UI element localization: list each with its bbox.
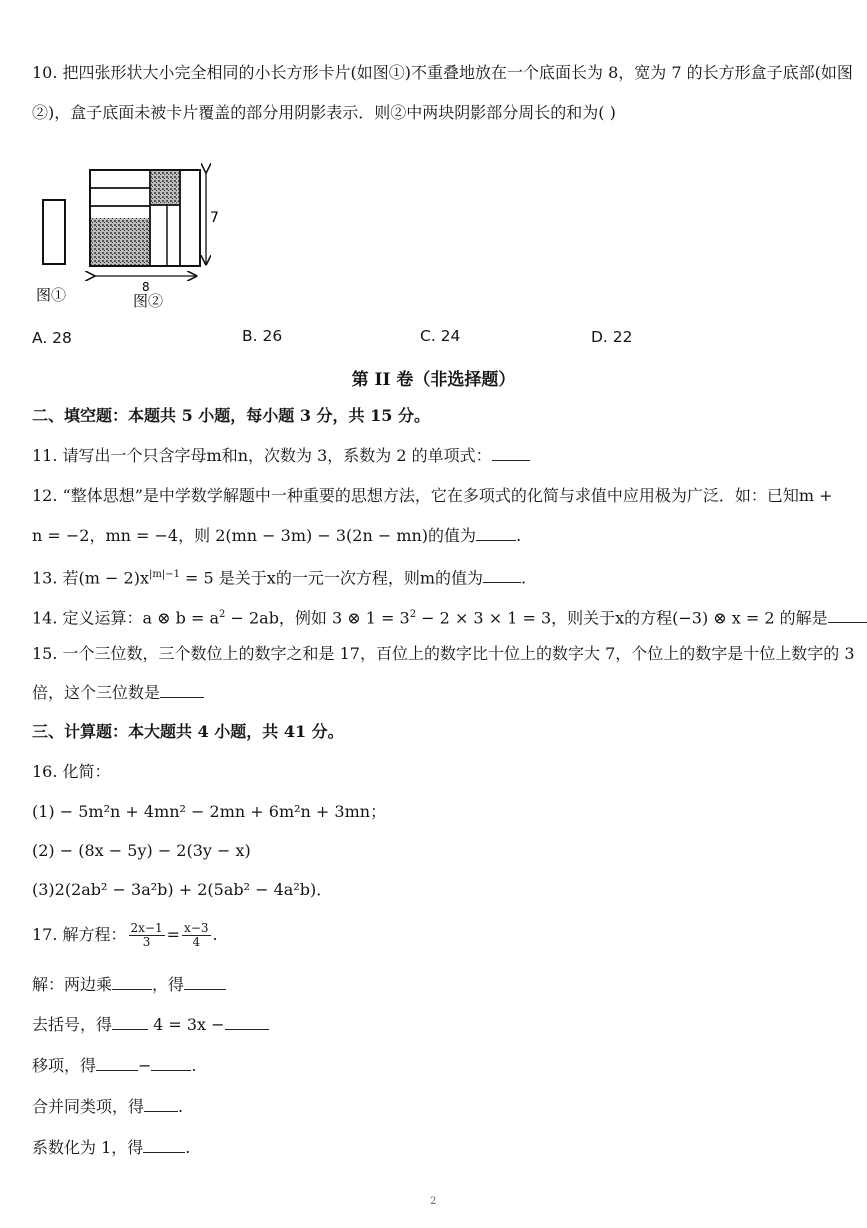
step1-blank1 <box>112 975 152 990</box>
option-a: A. 28 <box>32 329 72 347</box>
q11-blank <box>492 446 530 461</box>
step4-b: . <box>178 1097 184 1116</box>
q15-text: 倍，这个三位数是 <box>32 683 161 702</box>
option-b: B. 26 <box>242 327 283 345</box>
height-label: 7 <box>210 210 219 226</box>
q10-figure <box>30 160 220 310</box>
q17 <box>32 922 218 949</box>
step3-a: 移项，得 <box>32 1056 97 1075</box>
q12-text: n = −2，mn = −4，则 2(mn − 3m) − 3(2n − mn)的值为 <box>32 526 477 545</box>
step1-blank2 <box>184 975 226 990</box>
step4 <box>32 1096 183 1118</box>
step5-a: 系数化为 1，得 <box>32 1138 144 1157</box>
step2-a: 去括号，得 <box>32 1015 113 1034</box>
step3 <box>32 1055 197 1077</box>
fig1-caption: 图① <box>36 286 67 304</box>
step5 <box>32 1137 190 1159</box>
q11 <box>32 445 530 467</box>
section2-header: 二、填空题：本题共 5 小题，每小题 3 分，共 15 分。 <box>32 406 430 425</box>
step2-blank1 <box>112 1015 148 1030</box>
shaded-region-bottom-left <box>91 218 149 265</box>
q13: 13. 若$(m - 2)x^{|m|-1} = 5$ 是关于x的一元一次方程，则m的值为 . <box>32 568 527 588</box>
step3-blank2 <box>151 1056 191 1071</box>
step2-b: 4 = 3x − <box>153 1015 225 1034</box>
q16: 16. 化简： <box>32 762 111 781</box>
q13-pre: 13. 若(m − 2)x <box>32 568 149 588</box>
step5-blank <box>143 1138 185 1153</box>
q15-line1: 15. 一个三位数，三个数位上的数字之和是 17，百位上的数字比十位上的数字大 7，个位上的数字是十位上数字的 3 <box>32 644 855 663</box>
step4-a: 合并同类项，得 <box>32 1097 145 1116</box>
q17-den2: 4 <box>192 935 201 949</box>
option-c: C. 24 <box>420 327 461 345</box>
q17-fraction-right <box>182 922 210 949</box>
q17-den1: 3 <box>142 935 151 949</box>
q16-part3: (3)2(2ab² − 3a²b) + 2(5ab² − 4a²b)． <box>32 880 333 899</box>
step3-blank1 <box>96 1056 138 1071</box>
step2-blank2 <box>225 1015 269 1030</box>
step1-a: 解：两边乘 <box>32 975 113 994</box>
q17-equals: = <box>166 925 181 944</box>
q15-blank <box>160 683 204 698</box>
width-label: 8 <box>142 280 150 294</box>
q12-line2: n = −2，mn = −4，则 2(mn − 3m) − 3(2n − mn)的值为 . <box>32 526 522 545</box>
q17-fraction-left <box>129 922 165 949</box>
q13-blank <box>483 568 521 583</box>
step4-blank <box>144 1097 178 1112</box>
step3-c: . <box>191 1056 197 1075</box>
q12-line1: 12. “整体思想”是中学数学解题中一种重要的思想方法，它在多项式的化简与求值中应用极为广泛．如：已知m + <box>32 486 833 505</box>
step1 <box>32 974 226 996</box>
q14-pre: 14. 定义运算：a ⊗ b = a <box>32 608 220 628</box>
shaded-region-top-right <box>151 171 180 205</box>
step5-b: . <box>185 1138 191 1157</box>
q14-sup-a: 2 <box>219 609 226 620</box>
q13-post: = 5 是关于x的一元一次方程，则m的值为 <box>179 568 483 588</box>
q16-part2: (2) − (8x − 5y) − 2(3y − x) <box>32 841 251 860</box>
q10-line1: 10. 把四张形状大小完全相同的小长方形卡片(如图①)不重叠地放在一个底面长为 8，宽为 7 的长方形盒子底部(如图 <box>32 63 853 82</box>
step1-b: ，得 <box>152 975 185 994</box>
q17-num2: x−3 <box>184 921 209 935</box>
page-number: 2 <box>430 1196 437 1207</box>
q16-part1: (1) − 5m²n + 4mn² − 2mn + 6m²n + 3mn； <box>32 802 387 821</box>
option-d: D. 22 <box>591 328 633 346</box>
step2 <box>32 1014 269 1036</box>
q17-num1: 2x−1 <box>130 921 163 935</box>
q14-sup-b: 2 <box>409 609 417 620</box>
q15-line2 <box>32 682 204 704</box>
part2-title: 第 II 卷（非选择题） <box>351 370 516 390</box>
fig1-card <box>43 200 65 264</box>
section3-header: 三、计算题：本大题共 4 小题，共 41 分。 <box>32 722 344 741</box>
q14-post: − 2 × 3 × 1 = 3，则关于x的方程(−3) ⊗ x = 2 的解是 <box>416 608 828 628</box>
q13-exponent: |m|−1 <box>148 569 180 580</box>
step3-b: − <box>138 1056 152 1075</box>
q14-mid: − 2ab，例如 3 ⊗ 1 = 3 <box>225 608 410 628</box>
q17-label: 17. 解方程： <box>32 925 127 944</box>
q14-blank <box>828 608 867 623</box>
q12-blank <box>476 526 516 541</box>
q11-text: 11. 请写出一个只含字母m和n，次数为 3，系数为 2 的单项式： <box>32 446 492 465</box>
q10-line2: ②)，盒子底面未被卡片覆盖的部分用阴影表示．则②中两块阴影部分周长的和为( ) <box>32 103 616 122</box>
q17-end: . <box>212 925 218 944</box>
fig2-caption: 图② <box>133 292 164 310</box>
q14 <box>32 604 867 629</box>
